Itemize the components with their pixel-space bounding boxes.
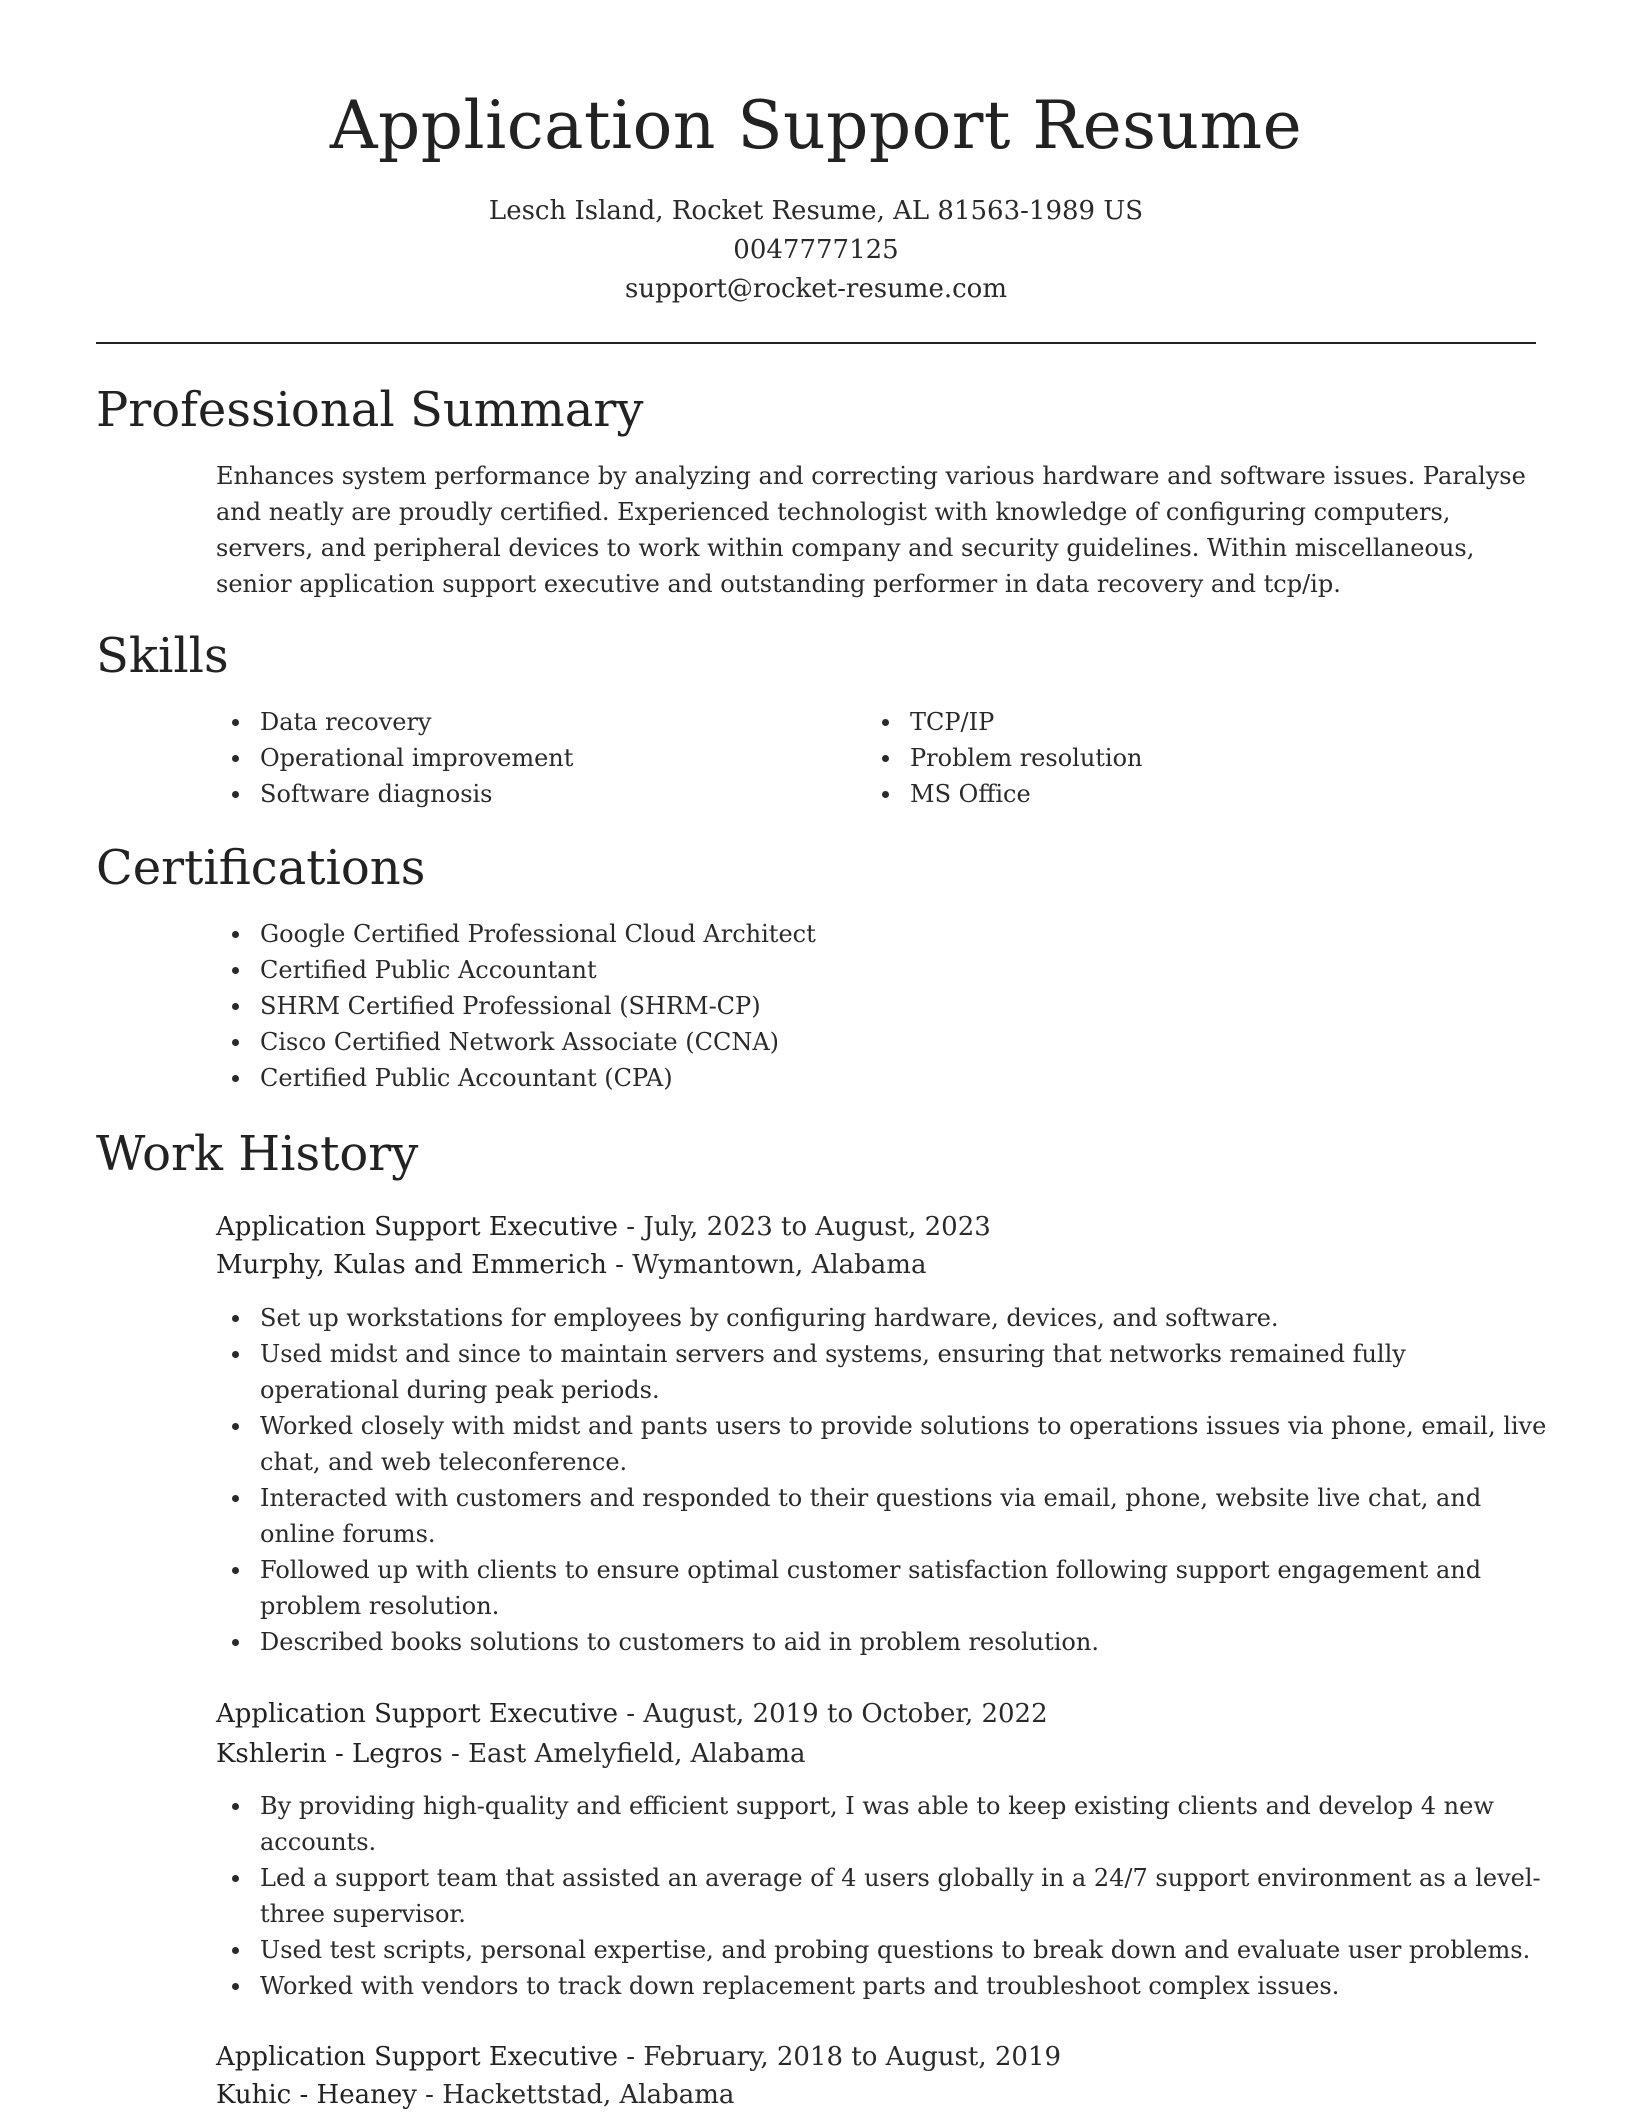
certification-item: Certified Public Accountant (CPA) [216, 1060, 1516, 1096]
certification-item: Google Certified Professional Cloud Architect [216, 916, 1516, 952]
separator: - [618, 2042, 644, 2072]
job-company-line [216, 1246, 926, 1284]
work-heading: Work History [96, 1126, 419, 1182]
skills-list-right [866, 704, 1466, 812]
summary-heading: Professional Summary [96, 382, 644, 438]
job-dates: February, 2018 to August, 2019 [643, 2042, 1062, 2072]
certification-item: Certified Public Accountant [216, 952, 1516, 988]
skills-heading: Skills [96, 628, 229, 684]
job-title: Application Support Executive [216, 1699, 618, 1729]
header-divider [96, 342, 1536, 344]
job-bullet: Used midst and since to maintain servers and systems, ensuring that networks remained fully operational during peak periods. [216, 1336, 1550, 1408]
job-bullet: Interacted with customers and responded to their questions via email, phone, website live chat, and online forums. [216, 1480, 1550, 1552]
job-title-line [216, 1695, 1048, 1733]
skill-item: TCP/IP [866, 704, 1466, 740]
job-location: East Amelyfield, Alabama [468, 1739, 806, 1769]
job-dates: July, 2023 to August, 2023 [643, 1212, 991, 1242]
job-title-line [216, 1208, 991, 1246]
job-company: Murphy, Kulas and Emmerich [216, 1250, 607, 1280]
job-title: Application Support Executive [216, 1212, 618, 1242]
job-bullet: Led a support team that assisted an average of 4 users globally in a 24/7 support environment as a level-three supervisor. [216, 1860, 1550, 1932]
separator: - [416, 2080, 443, 2110]
job-location: Wymantown, Alabama [632, 1250, 927, 1280]
separator: - [618, 1212, 644, 1242]
job-dates: August, 2019 to October, 2022 [643, 1699, 1048, 1729]
certifications-heading: Certifications [96, 840, 426, 896]
job-title: Application Support Executive [216, 2042, 618, 2072]
job-bullet: By providing high-quality and efficient support, I was able to keep existing clients and develop 4 new accounts. [216, 1788, 1550, 1860]
job-bullet: Worked closely with midst and pants users to provide solutions to operations issues via phone, email, live chat, and web teleconference. [216, 1408, 1550, 1480]
job-bullets [216, 1300, 1550, 1660]
contact-address: Lesch Island, Rocket Resume, AL 81563-1989 US [488, 196, 1144, 226]
job-company-line [216, 2076, 734, 2114]
skill-item: Data recovery [216, 704, 816, 740]
job-bullet: Followed up with clients to ensure optimal customer satisfaction following support engagement and problem resolution. [216, 1552, 1550, 1624]
certifications-list [216, 916, 1516, 1096]
skill-item: MS Office [866, 776, 1466, 812]
job-title-line [216, 2038, 1061, 2076]
job-bullet: Worked with vendors to track down replacement parts and troubleshoot complex issues. [216, 1968, 1550, 2004]
job-company-line [216, 1735, 806, 1773]
summary-text: Enhances system performance by analyzing and correcting various hardware and software issues. Paralyse and neatly are proudly certified. Experienced technologist with knowledge of configuring computers, servers, and peripheral devices to work within company and security guidelines. Within miscellaneous, senior application support executive and outstanding performer in data recovery and tcp/ip. [216, 462, 1526, 598]
contact-phone: 0047777125 [733, 235, 899, 265]
contact-email: support@rocket-resume.com [624, 274, 1007, 304]
job-bullet: Used test scripts, personal expertise, and probing questions to break down and evaluate user problems. [216, 1932, 1550, 1968]
job-company: Kshlerin - Legros [216, 1739, 443, 1769]
job-bullets [216, 1788, 1550, 2004]
contact-block [96, 192, 1536, 309]
separator: - [442, 1739, 469, 1769]
resume-title: Application Support Resume [329, 87, 1303, 164]
job-company: Kuhic - Heaney [216, 2080, 417, 2110]
separator: - [606, 1250, 633, 1280]
job-bullet: Described books solutions to customers to aid in problem resolution. [216, 1624, 1550, 1660]
skill-item: Problem resolution [866, 740, 1466, 776]
job-location: Hackettstad, Alabama [442, 2080, 735, 2110]
skill-item: Software diagnosis [216, 776, 816, 812]
skill-item: Operational improvement [216, 740, 816, 776]
job-bullet: Set up workstations for employees by configuring hardware, devices, and software. [216, 1300, 1550, 1336]
separator: - [618, 1699, 644, 1729]
certification-item: Cisco Certified Network Associate (CCNA) [216, 1024, 1516, 1060]
skills-list-left [216, 704, 816, 812]
certification-item: SHRM Certified Professional (SHRM-CP) [216, 988, 1516, 1024]
